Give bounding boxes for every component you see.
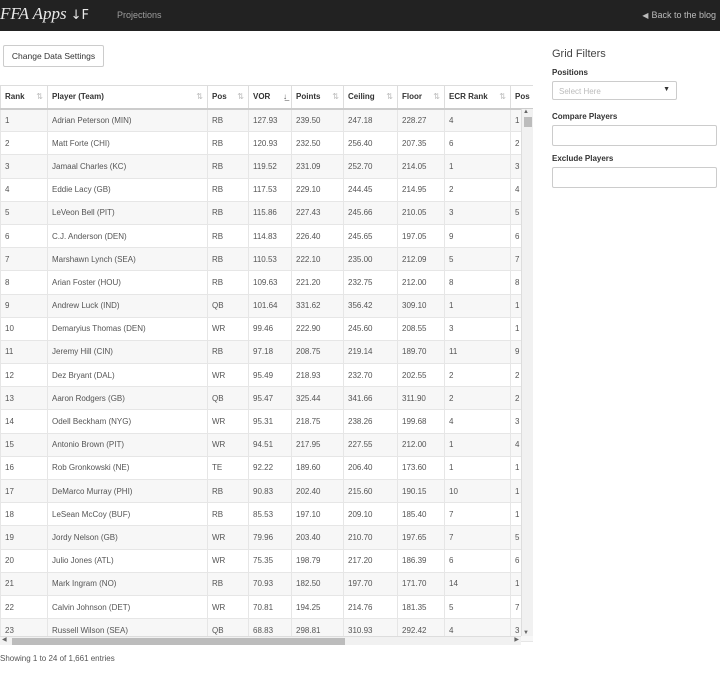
table-cell: 90.83 <box>249 480 292 503</box>
column-header-label: Pos <box>212 92 227 102</box>
table-cell: QB <box>208 387 249 410</box>
table-cell: RB <box>208 155 249 178</box>
table-cell: Jordy Nelson (GB) <box>48 526 208 549</box>
table-cell: 212.00 <box>398 433 445 456</box>
table-cell: 3 <box>511 155 534 178</box>
table-cell: 235.00 <box>344 248 398 271</box>
table-cell: 190.15 <box>398 480 445 503</box>
table-cell: 11 <box>1 340 48 363</box>
horizontal-scrollbar[interactable] <box>0 636 521 645</box>
table-cell: 212.09 <box>398 248 445 271</box>
table-cell: 3 <box>445 201 511 224</box>
table-cell: 2 <box>511 132 534 155</box>
table-row[interactable] <box>1 456 534 479</box>
table-cell: 13 <box>1 387 48 410</box>
table-cell: 9 <box>445 224 511 247</box>
column-header-6[interactable] <box>398 86 445 109</box>
table-cell: 2 <box>445 364 511 387</box>
table-cell: 217.95 <box>292 433 344 456</box>
table-row[interactable] <box>1 503 534 526</box>
table-row[interactable] <box>1 201 534 224</box>
table-cell: 5 <box>511 201 534 224</box>
table-cell: 20 <box>1 549 48 572</box>
table-row[interactable] <box>1 340 534 363</box>
table-cell: 11 <box>445 340 511 363</box>
table-cell: 12 <box>1 364 48 387</box>
table-cell: RB <box>208 480 249 503</box>
table-cell: 1 <box>445 155 511 178</box>
table-cell: 256.40 <box>344 132 398 155</box>
table-cell: WR <box>208 549 249 572</box>
table-cell: QB <box>208 294 249 317</box>
table-cell: 4 <box>1 178 48 201</box>
table-cell: 4 <box>445 109 511 132</box>
table-cell: Mark Ingram (NO) <box>48 572 208 595</box>
table-cell: 244.45 <box>344 178 398 201</box>
compare-players-label: Compare Players <box>552 112 618 121</box>
table-cell: 218.93 <box>292 364 344 387</box>
table-cell: 3 <box>511 619 534 642</box>
table-cell: 292.42 <box>398 619 445 642</box>
table-cell: LeSean McCoy (BUF) <box>48 503 208 526</box>
table-cell: 117.53 <box>249 178 292 201</box>
table-cell: 101.64 <box>249 294 292 317</box>
table-cell: 8 <box>445 271 511 294</box>
table-cell: 1 <box>511 317 534 340</box>
table-cell: 94.51 <box>249 433 292 456</box>
table-cell: 70.81 <box>249 595 292 618</box>
table-cell: 14 <box>1 410 48 433</box>
table-row[interactable] <box>1 178 534 201</box>
positions-select-placeholder: Select Here <box>559 87 601 96</box>
table-cell: 310.93 <box>344 619 398 642</box>
table-cell: 226.40 <box>292 224 344 247</box>
table-cell: 6 <box>511 549 534 572</box>
table-cell: 19 <box>1 526 48 549</box>
navbar <box>0 0 720 31</box>
table-cell: 120.93 <box>249 132 292 155</box>
table-cell: 197.10 <box>292 503 344 526</box>
table-cell: 208.55 <box>398 317 445 340</box>
table-cell: Arian Foster (HOU) <box>48 271 208 294</box>
table-cell: 7 <box>445 526 511 549</box>
table-cell: Odell Beckham (NYG) <box>48 410 208 433</box>
projections-table-container <box>0 85 533 645</box>
table-cell: WR <box>208 364 249 387</box>
table-cell: 2 <box>445 387 511 410</box>
table-cell: 99.46 <box>249 317 292 340</box>
table-cell: 232.50 <box>292 132 344 155</box>
table-cell: Demaryius Thomas (DEN) <box>48 317 208 340</box>
column-header-2[interactable] <box>208 86 249 109</box>
table-cell: 127.93 <box>249 109 292 132</box>
table-cell: RB <box>208 224 249 247</box>
table-cell: RB <box>208 178 249 201</box>
table-cell: WR <box>208 595 249 618</box>
table-cell: 222.10 <box>292 248 344 271</box>
table-cell: 8 <box>511 271 534 294</box>
table-cell: Dez Bryant (DAL) <box>48 364 208 387</box>
table-cell: 238.26 <box>344 410 398 433</box>
table-cell: WR <box>208 433 249 456</box>
table-cell: 239.50 <box>292 109 344 132</box>
table-cell: 97.18 <box>249 340 292 363</box>
change-data-settings-button[interactable]: Change Data Settings <box>3 45 104 67</box>
table-cell: 202.55 <box>398 364 445 387</box>
table-cell: WR <box>208 410 249 433</box>
table-cell: 245.60 <box>344 317 398 340</box>
table-cell: 208.75 <box>292 340 344 363</box>
table-cell: Rob Gronkowski (NE) <box>48 456 208 479</box>
table-cell: Eddie Lacy (GB) <box>48 178 208 201</box>
table-cell: 6 <box>445 549 511 572</box>
table-cell: 1 <box>445 294 511 317</box>
table-cell: 218.75 <box>292 410 344 433</box>
table-cell: 227.43 <box>292 201 344 224</box>
table-cell: 1 <box>445 456 511 479</box>
table-cell: 21 <box>1 572 48 595</box>
table-cell: 1 <box>511 456 534 479</box>
table-cell: 207.35 <box>398 132 445 155</box>
table-cell: 1 <box>511 294 534 317</box>
table-cell: WR <box>208 526 249 549</box>
table-row[interactable] <box>1 317 534 340</box>
table-cell: 6 <box>1 224 48 247</box>
table-cell: 95.47 <box>249 387 292 410</box>
table-cell: 9 <box>1 294 48 317</box>
table-cell: 95.49 <box>249 364 292 387</box>
table-cell: 1 <box>511 480 534 503</box>
column-header-label: Floor <box>402 92 422 102</box>
table-cell: 16 <box>1 456 48 479</box>
column-header-7[interactable] <box>445 86 511 109</box>
table-cell: RB <box>208 572 249 595</box>
table-cell: 227.55 <box>344 433 398 456</box>
table-cell: 17 <box>1 480 48 503</box>
table-cell: 7 <box>445 503 511 526</box>
table-cell: 1 <box>511 503 534 526</box>
table-row[interactable] <box>1 294 534 317</box>
table-cell: 5 <box>445 595 511 618</box>
table-row[interactable] <box>1 480 534 503</box>
table-cell: 4 <box>511 178 534 201</box>
table-cell: 110.53 <box>249 248 292 271</box>
exclude-players-input[interactable] <box>552 167 717 188</box>
table-cell: 7 <box>1 248 48 271</box>
table-cell: 3 <box>445 317 511 340</box>
table-cell: 215.60 <box>344 480 398 503</box>
table-cell: 15 <box>1 433 48 456</box>
table-cell: 222.90 <box>292 317 344 340</box>
table-cell: 8 <box>1 271 48 294</box>
table-cell: 232.75 <box>344 271 398 294</box>
column-header-8[interactable] <box>511 86 534 109</box>
column-header-label: Player (Team) <box>52 92 104 102</box>
table-cell: 182.50 <box>292 572 344 595</box>
table-row[interactable] <box>1 364 534 387</box>
table-row[interactable] <box>1 410 534 433</box>
positions-label: Positions <box>552 68 589 77</box>
projections-table <box>0 85 533 642</box>
scroll-up-icon[interactable]: ▲ <box>523 109 529 115</box>
table-row[interactable] <box>1 155 534 178</box>
compare-players-input[interactable] <box>552 125 717 146</box>
table-cell: 214.95 <box>398 178 445 201</box>
table-cell: 228.27 <box>398 109 445 132</box>
table-cell: 7 <box>511 595 534 618</box>
table-row[interactable] <box>1 549 534 572</box>
table-cell: 198.79 <box>292 549 344 572</box>
table-cell: 212.00 <box>398 271 445 294</box>
sort-icon[interactable]: ↓̲ <box>283 92 287 101</box>
caret-down-icon: ▼ <box>663 86 670 93</box>
table-cell: 1 <box>511 109 534 132</box>
grid-filters-panel <box>552 48 718 188</box>
table-cell: 197.65 <box>398 526 445 549</box>
column-header-4[interactable] <box>292 86 344 109</box>
positions-select[interactable] <box>552 81 677 100</box>
horizontal-scroll-thumb[interactable] <box>12 638 345 645</box>
table-cell: LeVeon Bell (PIT) <box>48 201 208 224</box>
table-cell: 252.70 <box>344 155 398 178</box>
table-cell: 22 <box>1 595 48 618</box>
sort-icon[interactable]: ⇅ <box>433 92 440 101</box>
table-cell: WR <box>208 317 249 340</box>
table-cell: 189.70 <box>398 340 445 363</box>
table-cell: 194.25 <box>292 595 344 618</box>
table-cell: 2 <box>1 132 48 155</box>
table-cell: 6 <box>445 132 511 155</box>
table-cell: 119.52 <box>249 155 292 178</box>
table-cell: 186.39 <box>398 549 445 572</box>
table-cell: 5 <box>445 248 511 271</box>
table-cell: Russell Wilson (SEA) <box>48 619 208 642</box>
table-row[interactable] <box>1 572 534 595</box>
table-cell: 221.20 <box>292 271 344 294</box>
table-cell: 18 <box>1 503 48 526</box>
table-cell: DeMarco Murray (PHI) <box>48 480 208 503</box>
column-header-5[interactable] <box>344 86 398 109</box>
brand-text: FFA Apps <box>0 4 67 23</box>
table-cell: 4 <box>445 410 511 433</box>
scroll-down-icon[interactable]: ▼ <box>523 630 529 636</box>
table-header-row <box>1 86 534 109</box>
table-cell: 2 <box>511 364 534 387</box>
table-cell: Calvin Johnson (DET) <box>48 595 208 618</box>
table-cell: 109.63 <box>249 271 292 294</box>
back-to-blog-label: Back to the blog <box>651 10 716 20</box>
table-cell: Andrew Luck (IND) <box>48 294 208 317</box>
table-cell: Matt Forte (CHI) <box>48 132 208 155</box>
table-cell: 85.53 <box>249 503 292 526</box>
table-cell: 202.40 <box>292 480 344 503</box>
table-cell: 189.60 <box>292 456 344 479</box>
table-cell: RB <box>208 132 249 155</box>
table-cell: 331.62 <box>292 294 344 317</box>
table-cell: QB <box>208 619 249 642</box>
table-cell: 1 <box>1 109 48 132</box>
table-cell: Julio Jones (ATL) <box>48 549 208 572</box>
brand-mark-icon: ↓F <box>70 8 89 23</box>
chevron-left-icon: ◀ <box>642 11 649 20</box>
vertical-scrollbar[interactable] <box>521 109 533 636</box>
table-cell: RB <box>208 271 249 294</box>
table-cell: 10 <box>445 480 511 503</box>
table-cell: 217.20 <box>344 549 398 572</box>
table-cell: 114.83 <box>249 224 292 247</box>
table-cell: 3 <box>1 155 48 178</box>
table-cell: Jamaal Charles (KC) <box>48 155 208 178</box>
exclude-players-label: Exclude Players <box>552 154 614 163</box>
table-cell: 10 <box>1 317 48 340</box>
table-cell: 75.35 <box>249 549 292 572</box>
column-header-label: Pos <box>515 92 530 102</box>
grid-filters-title: Grid Filters <box>552 48 606 60</box>
table-cell: 219.14 <box>344 340 398 363</box>
table-cell: 197.05 <box>398 224 445 247</box>
table-row[interactable] <box>1 433 534 456</box>
table-body <box>1 109 534 642</box>
table-cell: 95.31 <box>249 410 292 433</box>
table-cell: Jeremy Hill (CIN) <box>48 340 208 363</box>
table-cell: 5 <box>1 201 48 224</box>
table-cell: 2 <box>445 178 511 201</box>
table-cell: RB <box>208 109 249 132</box>
column-header-1[interactable] <box>48 86 208 109</box>
table-cell: 4 <box>445 619 511 642</box>
table-row[interactable] <box>1 132 534 155</box>
table-info: Showing 1 to 24 of 1,661 entries <box>0 654 115 663</box>
scroll-right-icon[interactable]: ▶ <box>514 637 519 643</box>
table-cell: 2 <box>511 387 534 410</box>
column-header-label: Points <box>296 92 321 102</box>
table-cell: 232.70 <box>344 364 398 387</box>
table-cell: 68.83 <box>249 619 292 642</box>
table-cell: 309.10 <box>398 294 445 317</box>
table-cell: 341.66 <box>344 387 398 410</box>
table-cell: 171.70 <box>398 572 445 595</box>
vertical-scroll-thumb[interactable] <box>524 117 532 127</box>
sort-icon[interactable]: ⇅ <box>499 92 506 101</box>
table-cell: 247.18 <box>344 109 398 132</box>
table-cell: 92.22 <box>249 456 292 479</box>
back-to-blog-link[interactable] <box>642 10 716 20</box>
table-cell: 115.86 <box>249 201 292 224</box>
column-header-label: Ceiling <box>348 92 375 102</box>
table-cell: 210.70 <box>344 526 398 549</box>
table-cell: 298.81 <box>292 619 344 642</box>
table-cell: 245.65 <box>344 224 398 247</box>
table-cell: Marshawn Lynch (SEA) <box>48 248 208 271</box>
table-cell: 203.40 <box>292 526 344 549</box>
table-cell: 70.93 <box>249 572 292 595</box>
column-header-label: VOR <box>253 92 271 102</box>
table-cell: 214.05 <box>398 155 445 178</box>
column-header-label: ECR Rank <box>449 92 488 102</box>
sort-icon[interactable]: ⇅ <box>386 92 393 101</box>
nav-projections-link[interactable]: Projections <box>117 10 162 20</box>
table-cell: 206.40 <box>344 456 398 479</box>
table-cell: 1 <box>445 433 511 456</box>
table-cell: 209.10 <box>344 503 398 526</box>
column-header-label: Rank <box>5 92 25 102</box>
table-cell: 6 <box>511 224 534 247</box>
table-cell: 3 <box>511 410 534 433</box>
table-cell: 4 <box>511 433 534 456</box>
table-cell: 9 <box>511 340 534 363</box>
scroll-left-icon[interactable]: ◀ <box>2 637 7 643</box>
table-row[interactable] <box>1 526 534 549</box>
sort-icon[interactable]: ⇅ <box>196 92 203 101</box>
column-header-0[interactable] <box>1 86 48 109</box>
table-cell: C.J. Anderson (DEN) <box>48 224 208 247</box>
table-cell: RB <box>208 248 249 271</box>
table-row[interactable] <box>1 595 534 618</box>
table-cell: Antonio Brown (PIT) <box>48 433 208 456</box>
sort-icon[interactable]: ⇅ <box>237 92 244 101</box>
table-cell: 210.05 <box>398 201 445 224</box>
table-cell: 311.90 <box>398 387 445 410</box>
table-cell: Aaron Rodgers (GB) <box>48 387 208 410</box>
table-cell: 199.68 <box>398 410 445 433</box>
sort-icon[interactable]: ⇅ <box>36 92 43 101</box>
table-row[interactable] <box>1 387 534 410</box>
table-cell: 14 <box>445 572 511 595</box>
table-cell: 231.09 <box>292 155 344 178</box>
table-cell: 245.66 <box>344 201 398 224</box>
table-cell: RB <box>208 503 249 526</box>
table-cell: 7 <box>511 248 534 271</box>
sort-icon[interactable]: ⇅ <box>332 92 339 101</box>
table-cell: 214.76 <box>344 595 398 618</box>
table-row[interactable] <box>1 271 534 294</box>
table-row[interactable] <box>1 248 534 271</box>
table-cell: 229.10 <box>292 178 344 201</box>
table-cell: 5 <box>511 526 534 549</box>
table-cell: TE <box>208 456 249 479</box>
table-cell: 197.70 <box>344 572 398 595</box>
table-cell: 23 <box>1 619 48 642</box>
table-cell: 356.42 <box>344 294 398 317</box>
table-cell: Adrian Peterson (MIN) <box>48 109 208 132</box>
table-cell: RB <box>208 201 249 224</box>
table-cell: 185.40 <box>398 503 445 526</box>
column-header-3[interactable] <box>249 86 292 109</box>
table-row[interactable] <box>1 109 534 132</box>
table-cell: 181.35 <box>398 595 445 618</box>
table-row[interactable] <box>1 224 534 247</box>
table-cell: 79.96 <box>249 526 292 549</box>
table-cell: 173.60 <box>398 456 445 479</box>
table-cell: 1 <box>511 572 534 595</box>
table-cell: RB <box>208 340 249 363</box>
table-cell: 325.44 <box>292 387 344 410</box>
brand-logo[interactable] <box>0 4 89 24</box>
